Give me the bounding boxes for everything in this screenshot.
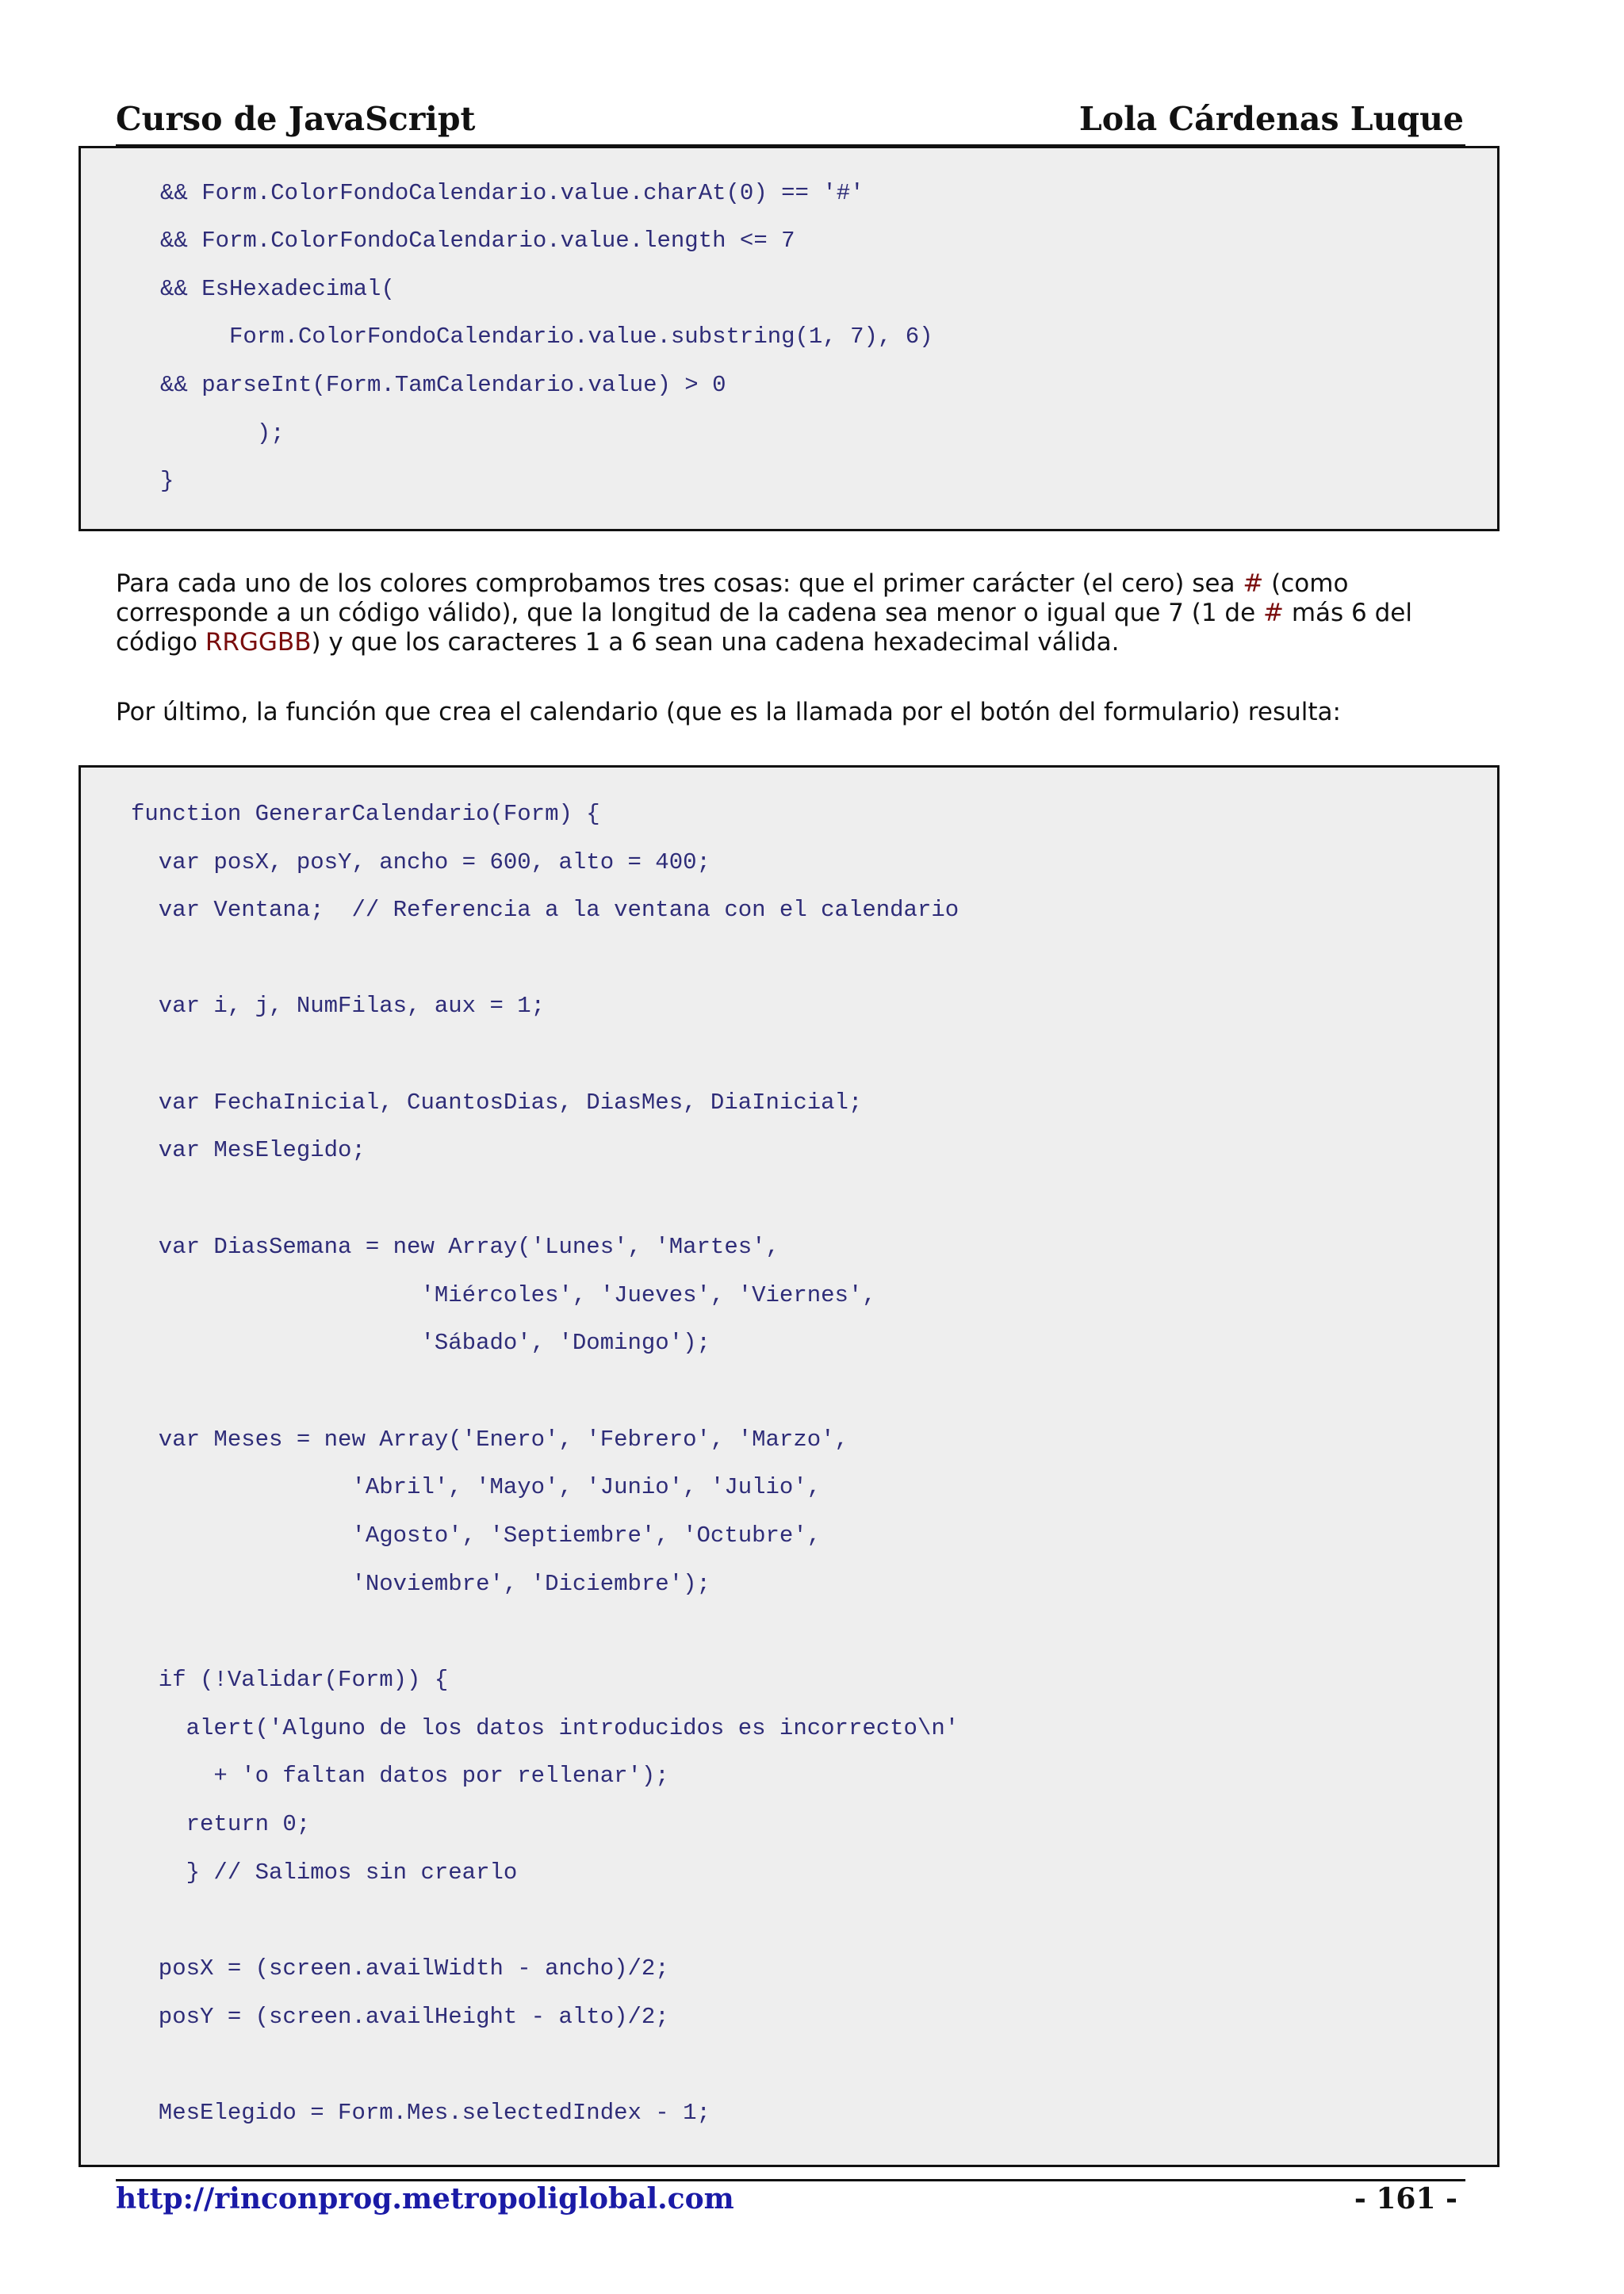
body-paragraph-2: Por último, la función que crea el calendario (que es la llamada por el botón del formulario) resulta: (116, 698, 1341, 726)
body-paragraph-1 (116, 569, 1480, 657)
paragraph-text: (como corresponde a un código válido), que la longitud de la cadena sea menor o igual que 7 (1 de (116, 569, 1349, 627)
code-block-1 (79, 146, 1500, 531)
code-line: 'Agosto', 'Septiembre', 'Octubre', (131, 1522, 822, 1549)
code-block-2 (79, 765, 1500, 2167)
code-line: && EsHexadecimal( (160, 276, 395, 302)
code-line: var FechaInicial, CuantosDias, DiasMes, DiaInicial; (131, 1090, 863, 1116)
code-line: } (160, 468, 174, 494)
code-line: var Ventana; // Referencia a la ventana con el calendario (131, 897, 959, 923)
code-line: var i, j, NumFilas, aux = 1; (131, 993, 546, 1019)
rrggbb-code: RRGGBB (205, 628, 312, 657)
paragraph-text: Para cada uno de los colores comprobamos tres cosas: que el primer carácter (el cero) sea (116, 569, 1243, 598)
code-line: 'Noviembre', 'Diciembre'); (131, 1571, 710, 1597)
hash-symbol: # (1263, 599, 1284, 627)
header-course-title: Curso de JavaScript (116, 100, 476, 138)
code-line: ); (160, 420, 285, 446)
page-header (116, 100, 1464, 141)
code-line: } // Salimos sin crearlo (131, 1859, 518, 1886)
code-line: var posX, posY, ancho = 600, alto = 400; (131, 849, 710, 875)
code-line: Form.ColorFondoCalendario.value.substring(1, 7), 6) (160, 324, 933, 350)
code-line: 'Abril', 'Mayo', 'Junio', 'Julio', (131, 1474, 822, 1500)
header-author: Lola Cárdenas Luque (1078, 100, 1464, 138)
code-line: var DiasSemana = new Array('Lunes', 'Martes', (131, 1234, 779, 1260)
page-number: - 161 - (1354, 2182, 1457, 2215)
code-line: && Form.ColorFondoCalendario.value.length <= 7 (160, 228, 795, 254)
code-line: return 0; (131, 1811, 311, 1837)
code-line: 'Sábado', 'Domingo'); (131, 1330, 710, 1356)
hash-symbol: # (1243, 569, 1264, 598)
footer-divider (116, 2179, 1465, 2181)
code-line: if (!Validar(Form)) { (131, 1667, 449, 1693)
code-line: var MesElegido; (131, 1137, 366, 1163)
code-line: var Meses = new Array('Enero', 'Febrero', 'Marzo', (131, 1427, 848, 1453)
code-line: + 'o faltan datos por rellenar'); (131, 1763, 669, 1789)
code-line: MesElegido = Form.Mes.selectedIndex - 1; (131, 2100, 710, 2126)
code-line: && parseInt(Form.TamCalendario.value) > 0 (160, 372, 726, 398)
paragraph-text: más 6 del código (116, 599, 1412, 657)
code-line: alert('Alguno de los datos introducidos es incorrecto\n' (131, 1715, 959, 1741)
code-line: function GenerarCalendario(Form) { (131, 801, 600, 827)
code-line: posY = (screen.availHeight - alto)/2; (131, 2004, 669, 2030)
footer-website-link[interactable]: http://rinconprog.metropoliglobal.com (116, 2182, 734, 2215)
paragraph-text: ) y que los caracteres 1 a 6 sean una cadena hexadecimal válida. (311, 628, 1120, 657)
code-line: posX = (screen.availWidth - ancho)/2; (131, 1955, 669, 1982)
code-line: 'Miércoles', 'Jueves', 'Viernes', (131, 1282, 876, 1308)
code-line: && Form.ColorFondoCalendario.value.charAt(0) == '#' (160, 180, 864, 206)
